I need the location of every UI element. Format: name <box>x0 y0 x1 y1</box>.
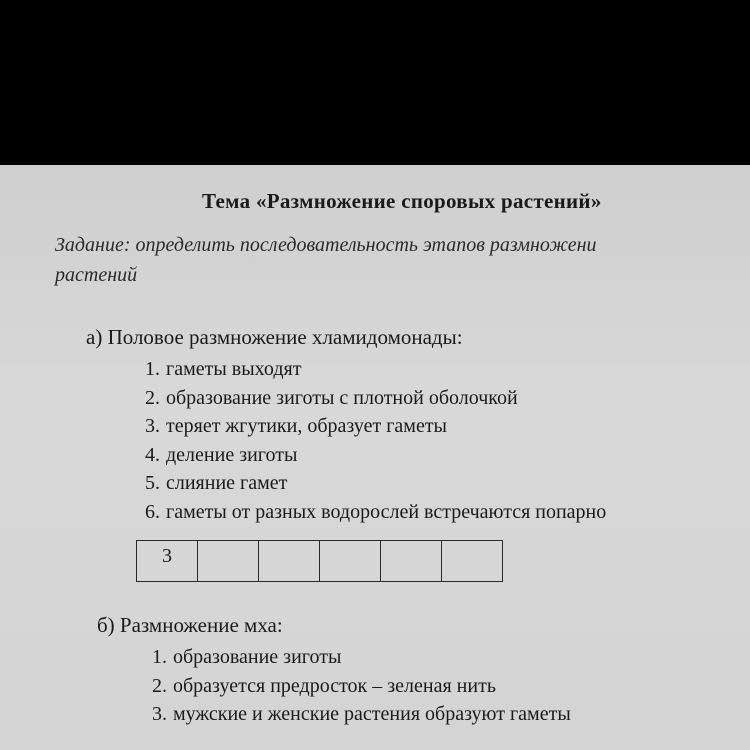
answer-cell[interactable] <box>320 541 381 582</box>
section-b-heading: б) Размножение мха: <box>97 613 283 637</box>
list-item: 1. гаметы выходят <box>145 358 302 380</box>
document-title: Тема «Размножение споровых растений» <box>202 189 602 213</box>
section-a-heading: а) Половое размножение хламидомонады: <box>86 325 463 349</box>
answer-cell[interactable] <box>381 541 442 582</box>
answer-cell[interactable]: 3 <box>137 541 198 582</box>
list-item: 6. гаметы от разных водорослей встречаются попарно <box>145 500 607 523</box>
document-page <box>0 165 750 750</box>
list-item: 1. образование зиготы <box>152 646 342 668</box>
answer-cell[interactable] <box>442 541 503 582</box>
task-text-line-2: растений <box>55 264 138 286</box>
list-item: 3. теряет жгутики, образует гаметы <box>145 415 447 437</box>
list-item: 5. слияние гамет <box>145 472 288 494</box>
answer-cell[interactable] <box>259 541 320 582</box>
section-a-list <box>145 355 606 526</box>
answer-cell[interactable] <box>198 541 259 582</box>
task-text-line-1: Задание: определить последовательность этапов размножени <box>55 234 597 256</box>
section-b-list <box>152 643 571 729</box>
list-item: 2. образование зиготы с плотной оболочкой <box>145 386 518 409</box>
list-item: 2. образуется предросток – зеленая нить <box>152 674 496 697</box>
answer-table <box>136 540 503 582</box>
list-item: 3. мужские и женские растения образуют гаметы <box>152 703 571 725</box>
list-item: 4. деление зиготы <box>145 443 298 466</box>
